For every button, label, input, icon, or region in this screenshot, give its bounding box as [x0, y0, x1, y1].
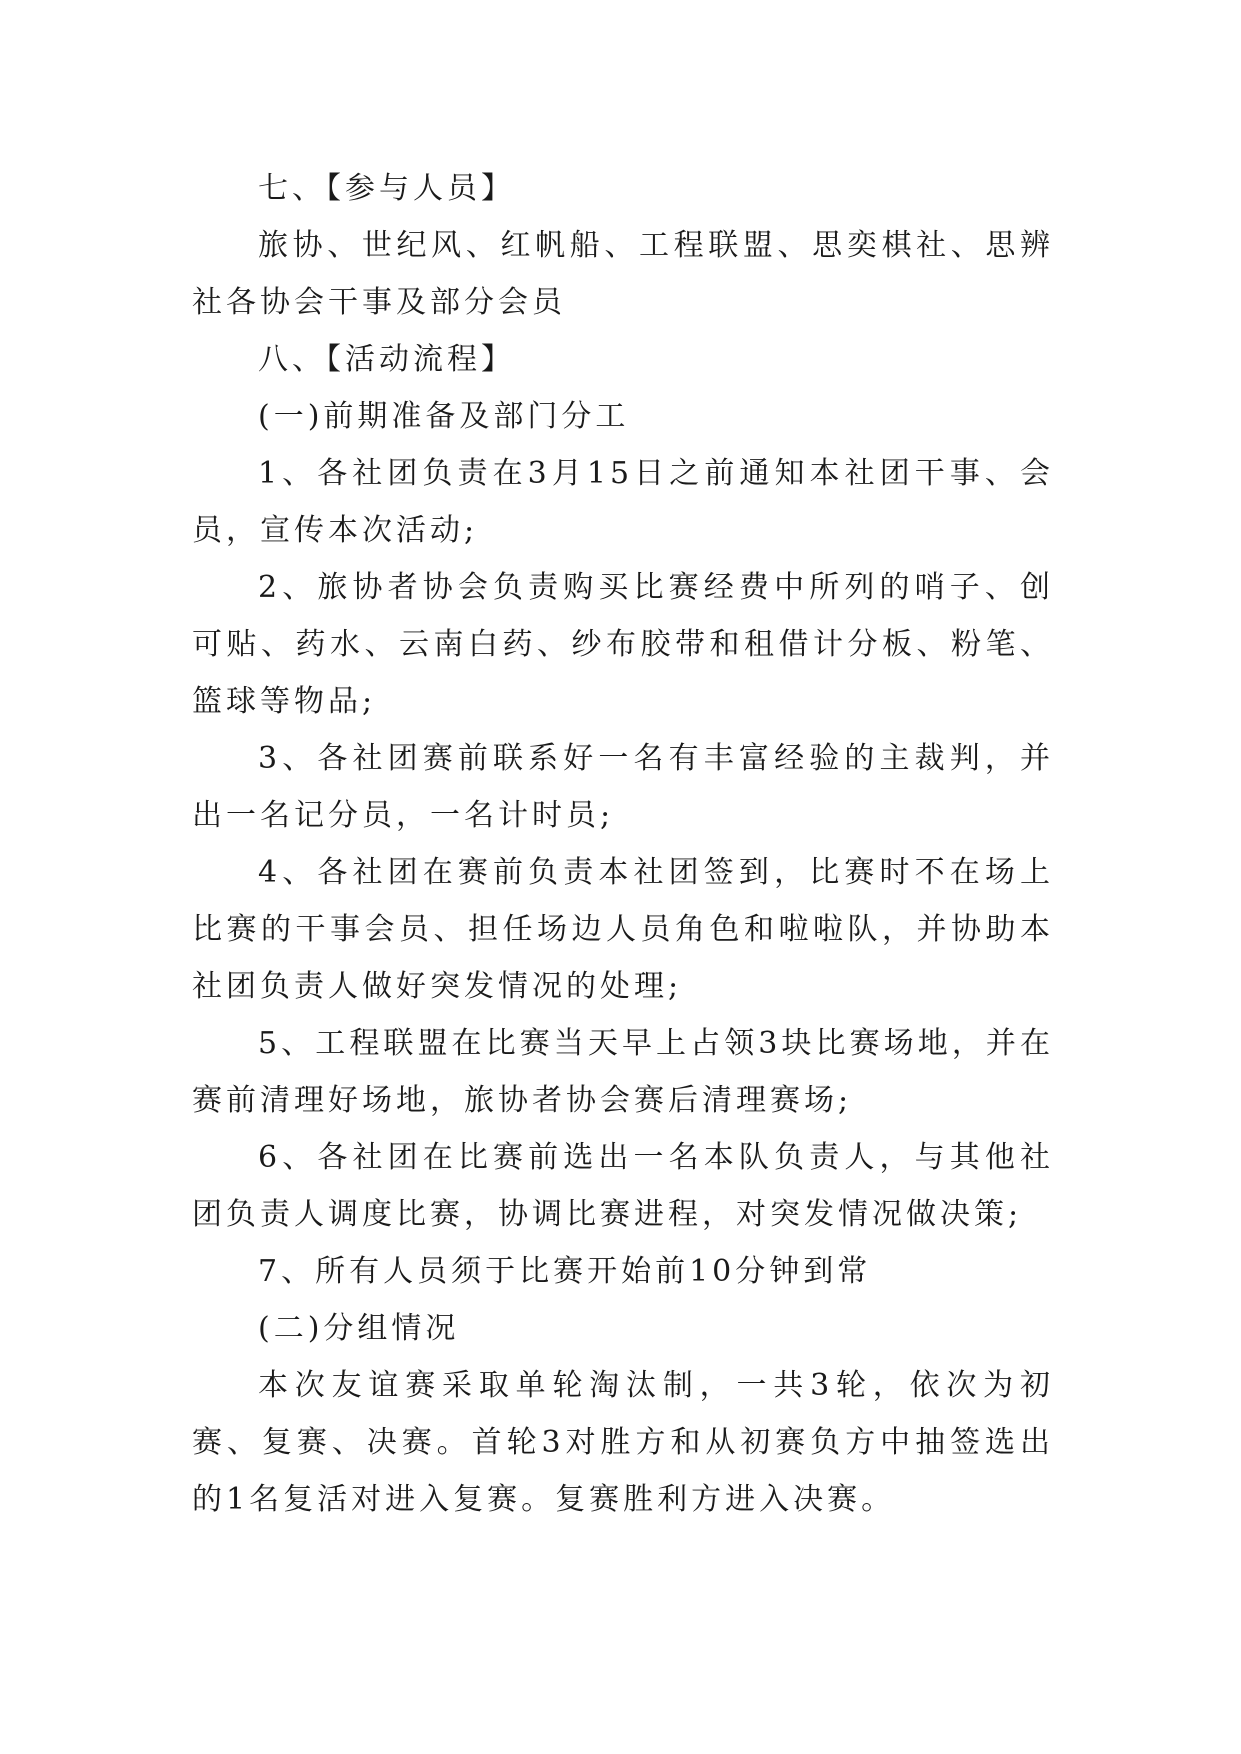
preparation-item-4: 4、各社团在赛前负责本社团签到，比赛时不在场上比赛的干事会员、担任场边人员角色和啦啦队，并协助本社团负责人做好突发情况的处理;	[192, 855, 1054, 1004]
preparation-item-6: 6、各社团在比赛前选出一名本队负责人，与其他社团负责人调度比赛，协调比赛进程，对突发情况做决策;	[192, 1140, 1054, 1232]
section-heading-process: 八、【活动流程】	[258, 342, 515, 377]
participants-paragraph: 旅协、世纪风、红帆船、工程联盟、思奕棋社、思辨社各协会干事及部分会员	[192, 228, 1054, 320]
preparation-item-2: 2、旅协者协会负责购买比赛经费中所列的哨子、创可贴、药水、云南白药、纱布胶带和租借计分板、粉笔、篮球等物品;	[192, 570, 1054, 719]
section-heading-participants: 七、【参与人员】	[258, 171, 515, 206]
preparation-item-5: 5、工程联盟在比赛当天早上占领3块比赛场地，并在赛前清理好场地，旅协者协会赛后清理赛场;	[192, 1026, 1054, 1118]
subsection-heading-grouping: (二)分组情况	[258, 1311, 460, 1346]
preparation-item-1: 1、各社团负责在3月15日之前通知本社团干事、会员，宣传本次活动;	[192, 456, 1054, 548]
preparation-item-7: 7、所有人员须于比赛开始前10分钟到常	[258, 1254, 872, 1289]
subsection-heading-preparation: (一)前期准备及部门分工	[258, 399, 630, 434]
grouping-paragraph: 本次友谊赛采取单轮淘汰制，一共3轮，依次为初赛、复赛、决赛。首轮3对胜方和从初赛负方中抽签选出的1名复活对进入复赛。复赛胜利方进入决赛。	[192, 1368, 1054, 1517]
document-body	[192, 160, 1054, 1528]
preparation-item-3: 3、各社团赛前联系好一名有丰富经验的主裁判，并出一名记分员，一名计时员;	[192, 741, 1054, 833]
